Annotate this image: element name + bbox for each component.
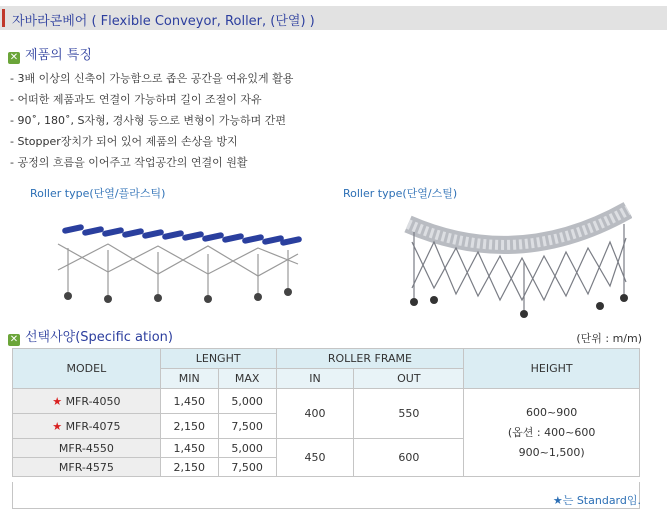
feature-item: - Stopper장치가 되어 있어 제품의 손상을 방지 [10,135,238,148]
photo-caption-plastic: Roller type(단열/플라스틱) [30,187,166,200]
plastic-roller-conveyor-photo [48,204,310,304]
spec-table [12,348,640,477]
header-min: MIN [160,369,218,389]
max-cell: 5,000 [218,389,276,414]
min-cell: 1,450 [160,389,218,414]
checkbox-x-icon: ✕ [9,334,19,345]
model-cell [13,389,161,414]
min-cell: 2,150 [160,458,218,477]
spec-heading [8,326,173,346]
height-line: (옵션 : 400~600 [507,425,596,439]
header-roller-frame: ROLLER FRAME [276,349,464,369]
feature-item: - 공정의 흐름을 이어주고 작업공간의 연결이 원활 [10,156,248,169]
photo-caption-steel: Roller type(단열/스틸) [343,187,458,200]
max-cell: 7,500 [218,458,276,477]
height-line: 600~900 [526,405,578,419]
footnote-text: 는 Standard임. [562,494,641,507]
table-footer-box [12,482,640,509]
standard-footnote [553,492,641,508]
header-length: LENGHT [160,349,276,369]
model-name: MFR-4075 [65,419,121,433]
model-cell: MFR-4575 [13,458,161,477]
unit-label: (단위 : m/m) [576,332,642,345]
features-heading-label: 제품의 특징 [25,48,92,63]
model-cell: MFR-4550 [13,439,161,458]
title-accent-bar [2,9,5,27]
header-max: MAX [218,369,276,389]
min-cell: 1,450 [160,439,218,458]
page-title: 자바라콘베어 ( Flexible Conveyor, Roller, (단열) ) [12,14,315,29]
feature-item: - 3배 이상의 신축이 가능함으로 좁은 공간을 여유있게 활용 [10,72,294,85]
out-cell: 600 [354,439,464,477]
star-icon: ★ [552,494,563,507]
max-cell: 7,500 [218,414,276,439]
max-cell: 5,000 [218,439,276,458]
checkbox-x-icon: ✕ [9,52,19,63]
min-cell: 2,150 [160,414,218,439]
height-cell [464,389,640,477]
steel-roller-conveyor-photo [404,202,632,320]
header-height: HEIGHT [464,349,640,389]
spec-heading-label: 선택사양(Specific ation) [25,330,173,345]
model-name: MFR-4050 [65,394,121,408]
in-cell: 450 [276,439,354,477]
feature-item: - 90˚, 180˚, S자형, 경사형 등으로 변형이 가능하며 간편 [10,114,287,127]
table-row [13,389,640,414]
header-model: MODEL [13,349,161,389]
feature-item: - 어떠한 제품과도 연결이 가능하며 길이 조절이 자유 [10,93,262,106]
star-icon: ★ [52,419,63,433]
in-cell: 400 [276,389,354,439]
features-heading [8,44,92,64]
header-out: OUT [354,369,464,389]
title-bar [0,6,667,30]
model-cell [13,414,161,439]
out-cell: 550 [354,389,464,439]
star-icon: ★ [52,394,63,408]
height-line: 900~1,500) [518,445,585,459]
header-in: IN [276,369,354,389]
features-list [10,68,293,173]
